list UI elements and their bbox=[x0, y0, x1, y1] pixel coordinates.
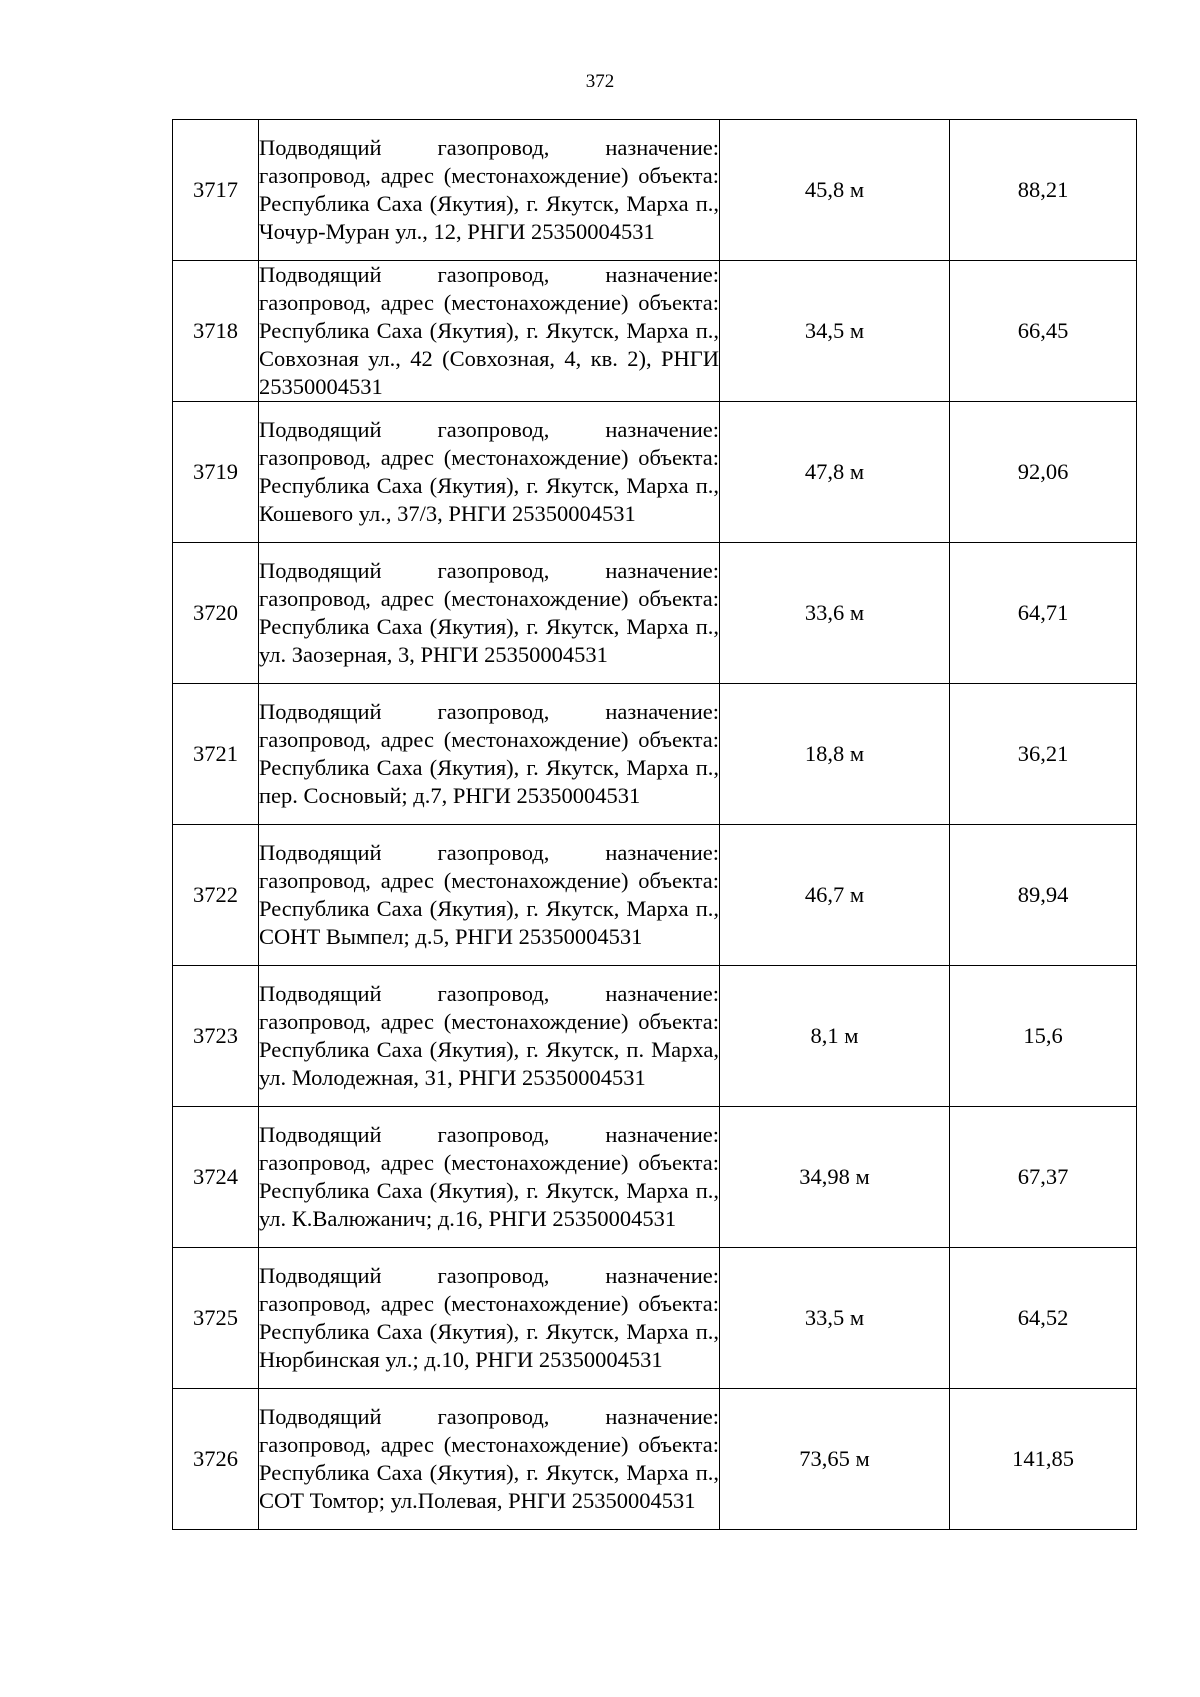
table-row bbox=[173, 1248, 1137, 1389]
table-row bbox=[173, 543, 1137, 684]
length-value: 34,5 м bbox=[720, 261, 950, 402]
object-description: Подводящий газопровод, назначение: газопровод, адрес (местонахождение) объекта: Республика Саха (Якутия), г. Якутск, Марха п., Чочур-Муран ул., 12, РНГИ 25350004531 bbox=[259, 120, 720, 261]
length-value: 33,5 м bbox=[720, 1248, 950, 1389]
length-value: 33,6 м bbox=[720, 543, 950, 684]
object-description: Подводящий газопровод, назначение: газопровод, адрес (местонахождение) объекта: Республика Саха (Якутия), г. Якутск, Марха п., СОНТ Вымпел; д.5, РНГИ 25350004531 bbox=[259, 825, 720, 966]
cost-value: 89,94 bbox=[950, 825, 1137, 966]
object-description: Подводящий газопровод, назначение: газопровод, адрес (местонахождение) объекта: Республика Саха (Якутия), г. Якутск, Марха п., пер. Сосновый; д.7, РНГИ 25350004531 bbox=[259, 684, 720, 825]
table-row bbox=[173, 261, 1137, 402]
cost-value: 141,85 bbox=[950, 1389, 1137, 1530]
table-row bbox=[173, 120, 1137, 261]
row-number: 3723 bbox=[173, 966, 259, 1107]
length-value: 18,8 м bbox=[720, 684, 950, 825]
cost-value: 66,45 bbox=[950, 261, 1137, 402]
cost-value: 64,52 bbox=[950, 1248, 1137, 1389]
table-row bbox=[173, 684, 1137, 825]
row-number: 3721 bbox=[173, 684, 259, 825]
object-description: Подводящий газопровод, назначение: газопровод, адрес (местонахождение) объекта: Республика Саха (Якутия), г. Якутск, Марха п., Кошевого ул., 37/3, РНГИ 25350004531 bbox=[259, 402, 720, 543]
row-number: 3720 bbox=[173, 543, 259, 684]
object-description: Подводящий газопровод, назначение: газопровод, адрес (местонахождение) объекта: Республика Саха (Якутия), г. Якутск, Марха п., Совхозная ул., 42 (Совхозная, 4, кв. 2), РНГИ 25350004531 bbox=[259, 261, 720, 402]
row-number: 3724 bbox=[173, 1107, 259, 1248]
length-value: 45,8 м bbox=[720, 120, 950, 261]
table-row bbox=[173, 1389, 1137, 1530]
table-row bbox=[173, 825, 1137, 966]
row-number: 3717 bbox=[173, 120, 259, 261]
table-row bbox=[173, 402, 1137, 543]
cost-value: 92,06 bbox=[950, 402, 1137, 543]
length-value: 8,1 м bbox=[720, 966, 950, 1107]
length-value: 34,98 м bbox=[720, 1107, 950, 1248]
table-row bbox=[173, 1107, 1137, 1248]
length-value: 73,65 м bbox=[720, 1389, 950, 1530]
table-row bbox=[173, 966, 1137, 1107]
cost-value: 67,37 bbox=[950, 1107, 1137, 1248]
cost-value: 88,21 bbox=[950, 120, 1137, 261]
length-value: 47,8 м bbox=[720, 402, 950, 543]
object-description: Подводящий газопровод, назначение: газопровод, адрес (местонахождение) объекта: Республика Саха (Якутия), г. Якутск, Марха п., ул. Заозерная, 3, РНГИ 25350004531 bbox=[259, 543, 720, 684]
cost-value: 64,71 bbox=[950, 543, 1137, 684]
object-description: Подводящий газопровод, назначение: газопровод, адрес (местонахождение) объекта: Республика Саха (Якутия), г. Якутск, Марха п., СОТ Томтор; ул.Полевая, РНГИ 25350004531 bbox=[259, 1389, 720, 1530]
row-number: 3719 bbox=[173, 402, 259, 543]
cost-value: 15,6 bbox=[950, 966, 1137, 1107]
row-number: 3725 bbox=[173, 1248, 259, 1389]
row-number: 3722 bbox=[173, 825, 259, 966]
object-description: Подводящий газопровод, назначение: газопровод, адрес (местонахождение) объекта: Республика Саха (Якутия), г. Якутск, Марха п., Нюрбинская ул.; д.10, РНГИ 25350004531 bbox=[259, 1248, 720, 1389]
cost-value: 36,21 bbox=[950, 684, 1137, 825]
row-number: 3718 bbox=[173, 261, 259, 402]
object-description: Подводящий газопровод, назначение: газопровод, адрес (местонахождение) объекта: Республика Саха (Якутия), г. Якутск, Марха п., ул. К.Валюжанич; д.16, РНГИ 25350004531 bbox=[259, 1107, 720, 1248]
row-number: 3726 bbox=[173, 1389, 259, 1530]
length-value: 46,7 м bbox=[720, 825, 950, 966]
object-description: Подводящий газопровод, назначение: газопровод, адрес (местонахождение) объекта: Республика Саха (Якутия), г. Якутск, п. Марха, ул. Молодежная, 31, РНГИ 25350004531 bbox=[259, 966, 720, 1107]
property-table bbox=[172, 119, 1137, 1530]
page-number: 372 bbox=[585, 71, 615, 92]
